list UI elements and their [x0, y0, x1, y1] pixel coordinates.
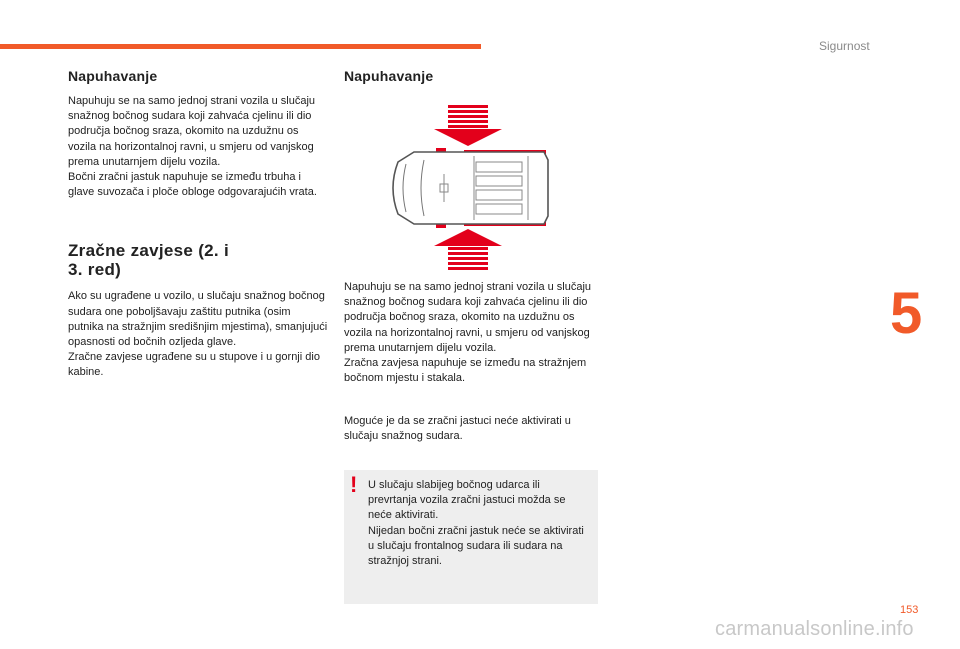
vehicle-top-view-icon	[393, 148, 548, 228]
warning-exclamation-icon: !	[350, 472, 358, 497]
warning-note-text: U slučaju slabijeg bočnog udarca ili prevrtanja vozila zračni jastuci možda se neće aktivirati. Nijedan bočni zračni jastuk neće se aktivirati u slučaju frontalnog sudara ili sudara na stražnjoj strani.	[368, 479, 584, 568]
section-title: Sigurnost	[819, 39, 870, 53]
heading-curtain-airbags: Zračne zavjese (2. i 3. red)	[68, 241, 229, 280]
watermark-text: carmanualsonline.info	[715, 618, 914, 640]
right-body-2	[344, 414, 600, 444]
heading-inflation-left: Napuhavanje	[68, 68, 158, 84]
left-column	[68, 68, 328, 381]
right-column-heading	[344, 68, 600, 94]
impact-arrow-bottom-icon	[434, 229, 502, 270]
impact-arrow-top-icon	[434, 105, 502, 146]
right-body-1	[344, 280, 600, 386]
heading-inflation-right: Napuhavanje	[344, 68, 434, 84]
page-number: 153	[900, 604, 919, 616]
header-accent-bar	[0, 44, 481, 49]
side-impact-diagram	[384, 104, 552, 272]
paragraph-curtain-inflation: Napuhuju se na samo jednoj strani vozila u slučaju snažnog bočnog sudara koji zahvaća cjelinu ili dio područja bočnog sraza, okomito na uzdužnu os vozila na horizontalnoj ravni, u smjeru od vanjskog prema unutarnjem dijelu vozila. Zračna zavjesa napuhuje se između na stražnjem bočnom mjestu i stakala.	[344, 281, 592, 385]
warning-note	[344, 470, 598, 604]
paragraph-side-airbag: Napuhuju se na samo jednoj strani vozila u slučaju snažnog bočnog sudara koji zahvaća cjelinu ili dio područja bočnog sraza, okomito na uzdužnu os vozila na horizontalnoj ravni, u smjeru od vanjskog prema unutarnjem dijelu vozila. Bočni zračni jastuk napuhuje se između trbuha i glave suvozača i ploče obloge odgovarajućih vrata.	[68, 95, 317, 199]
chapter-number: 5	[890, 281, 923, 346]
paragraph-may-not-activate: Moguće je da se zračni jastuci neće aktivirati u slučaju snažnog sudara.	[344, 415, 571, 443]
paragraph-curtain-airbags: Ako su ugrađene u vozilo, u slučaju snažnog bočnog sudara one poboljšavaju zaštitu putnika (osim putnika na stražnjim središnjim mjestima), smanjujući opasnosti od bočnih ozljeda glave. Zračne zavjese ugrađene su u stupove i u gornji dio kabine.	[68, 290, 328, 379]
